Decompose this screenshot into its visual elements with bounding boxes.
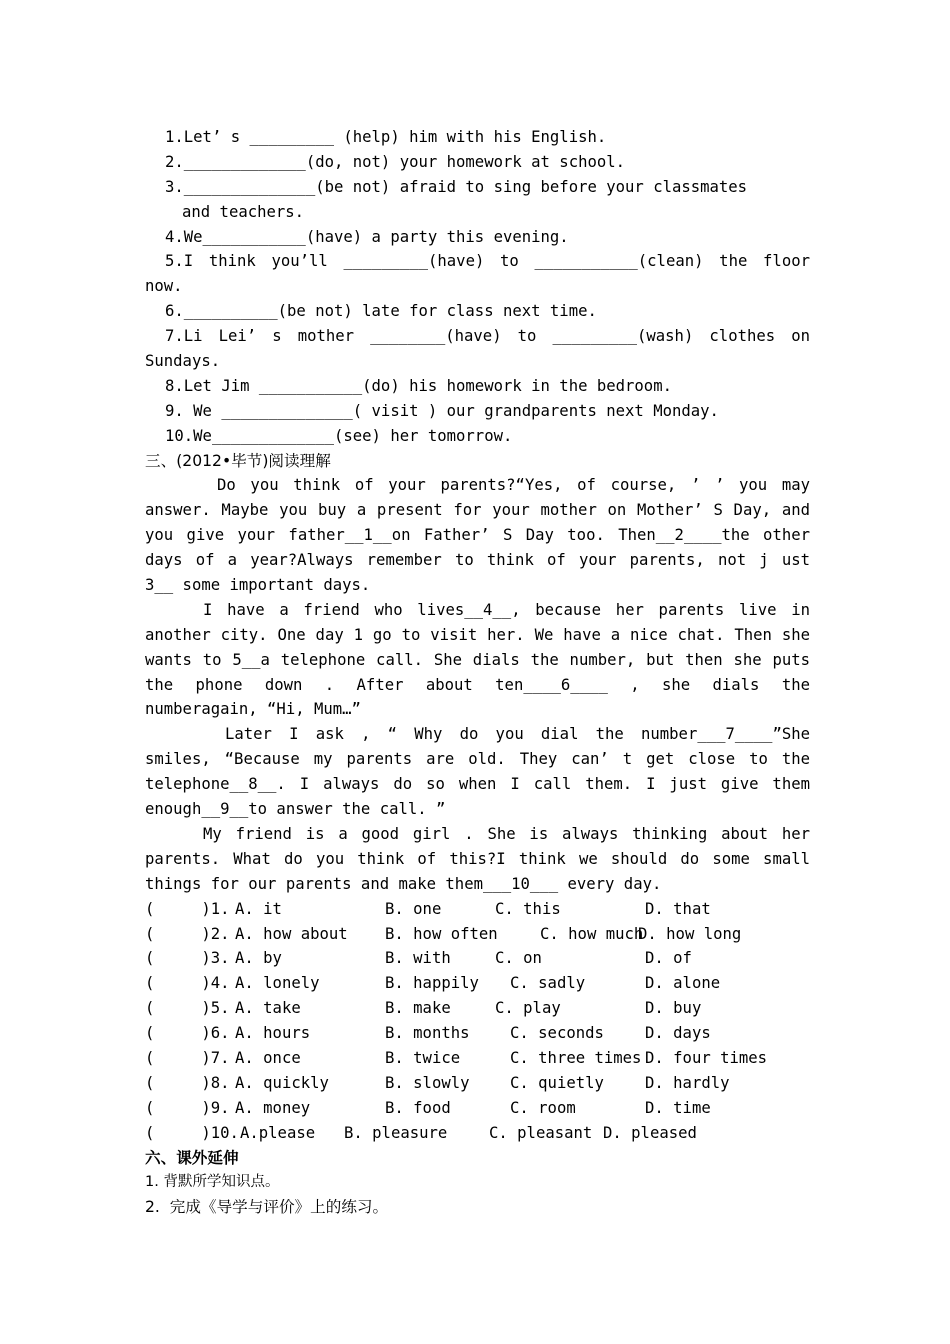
option-d: D. that [645,899,711,918]
option-c: C. sadly [510,974,586,993]
option-c: C. on [495,949,542,968]
option-number: ( )3. [145,949,230,968]
extension-item: 1. 背默所学知识点。 [145,1174,280,1191]
option-d: D. days [645,1024,711,1043]
option-number: ( )5. [145,999,230,1018]
passage-line: 3__ some important days. [145,576,371,595]
option-a: A. it [235,899,282,918]
option-row [145,1021,810,1046]
option-b: B. how often [385,924,498,943]
option-row [145,897,810,922]
option-c: C. how much [540,924,644,943]
option-number: ( )10. [145,1123,239,1142]
passage-line: enough__9__to answer the call. ” [145,800,446,819]
document-page [145,125,810,1220]
option-a: A.please [240,1123,316,1142]
option-a: A. money [235,1098,311,1117]
option-number: ( )2. [145,924,230,943]
exercise-item: 10.We_____________(see) her tomorrow. [165,426,513,445]
option-row [145,1096,810,1121]
option-d: D. time [645,1098,711,1117]
option-number: ( )7. [145,1048,230,1067]
exercise-item-continuation: and teachers. [182,202,305,221]
reading-passage [145,473,810,896]
option-c: C. room [510,1098,576,1117]
option-row [145,971,810,996]
option-d: D. four times [645,1048,768,1067]
exercise-item-continuation: Sundays. [145,352,221,371]
section-three-heading: 三、(2012•毕节)阅读理解 [145,451,331,470]
option-a: A. lonely [235,974,320,993]
passage-line: smiles, “Because my parents are old. They can’ t get close to the [145,750,810,769]
option-a: A. quickly [235,1073,329,1092]
option-b: B. one [385,899,442,918]
passage-line: things for our parents and make them___10___ every day. [145,874,662,893]
option-c: C. pleasant [489,1123,593,1142]
option-c: C. seconds [510,1024,604,1043]
option-b: B. food [385,1098,451,1117]
option-c: C. three times [510,1048,642,1067]
exercise-two [145,125,810,449]
option-d: D. buy [645,999,702,1018]
answer-options [145,897,810,1146]
passage-line: the phone down . After about ten____6____ , she dials the [145,675,810,694]
option-row [145,946,810,971]
option-row [145,1121,810,1146]
passage-line: days of a year?Always remember to think of your parents, not j ust [145,551,810,570]
exercise-item: 9. We ______________( visit ) our grandparents next Monday. [165,401,719,420]
exercise-item: 6.__________(be not) late for class next time. [165,302,597,321]
option-row [145,996,810,1021]
option-row [145,922,810,947]
option-c: C. play [495,999,561,1018]
extension-item: 2. 完成《导学与评价》上的练习。 [145,1198,389,1217]
option-number: ( )1. [145,899,230,918]
option-c: C. quietly [510,1073,604,1092]
option-d: D. hardly [645,1073,730,1092]
option-a: A. hours [235,1024,311,1043]
passage-line: answer. Maybe you buy a present for your mother on Mother’ S Day, and [145,501,810,520]
section-six-heading: 六、课外延伸 [145,1148,239,1167]
exercise-item: 7.Li Lei’ s mother ________(have) to _________(wash) clothes on [165,327,810,346]
passage-line: another city. One day 1 go to visit her. We have a nice chat. Then she [145,625,810,644]
option-b: B. months [385,1024,470,1043]
option-row [145,1071,810,1096]
option-number: ( )4. [145,974,230,993]
option-a: A. take [235,999,301,1018]
exercise-item: 3.______________(be not) afraid to sing before your classmates [165,177,748,196]
passage-line: numberagain, “Hi, Mum…” [145,700,361,719]
option-d: D. how long [638,924,742,943]
exercise-item: 8.Let Jim ___________(do) his homework in the bedroom. [165,376,672,395]
option-d: D. pleased [603,1123,697,1142]
option-d: D. alone [645,974,721,993]
option-a: A. how about [235,924,348,943]
passage-line: parents. What do you think of this?I think we should do some small [145,849,810,868]
option-b: B. make [385,999,451,1018]
exercise-item-continuation: now. [145,277,183,296]
option-number: ( )8. [145,1073,230,1092]
exercise-item: 4.We___________(have) a party this evening. [165,227,569,246]
option-b: B. slowly [385,1073,470,1092]
option-number: ( )9. [145,1098,230,1117]
passage-line: wants to 5__a telephone call. She dials the number, but then she puts [145,650,810,669]
exercise-item: 1.Let’ s _________ (help) him with his English. [165,128,607,146]
option-b: B. pleasure [344,1123,448,1142]
exercise-item: 5.I think you’ll _________(have) to ___________(clean) the floor [165,252,810,271]
option-b: B. happily [385,974,479,993]
passage-line: Do you think of your parents?“Yes, of course, ’ ’ you may [217,476,810,495]
option-b: B. twice [385,1048,461,1067]
passage-line: My friend is a good girl . She is always thinking about her [203,824,810,843]
passage-line: Later I ask , “ Why do you dial the number___7____”She [225,725,810,744]
option-b: B. with [385,949,451,968]
passage-line: I have a friend who lives__4__, because her parents live in [203,600,810,619]
option-a: A. by [235,949,282,968]
passage-line: you give your father__1__on Father’ S Day too. Then__2____the other [145,526,810,545]
option-c: C. this [495,899,561,918]
option-number: ( )6. [145,1024,230,1043]
passage-line: telephone__8__. I always do so when I call them. I just give them [145,775,810,794]
option-d: D. of [645,949,692,968]
exercise-item: 2._____________(do, not) your homework at school. [165,152,626,171]
option-a: A. once [235,1048,301,1067]
option-row [145,1046,810,1071]
